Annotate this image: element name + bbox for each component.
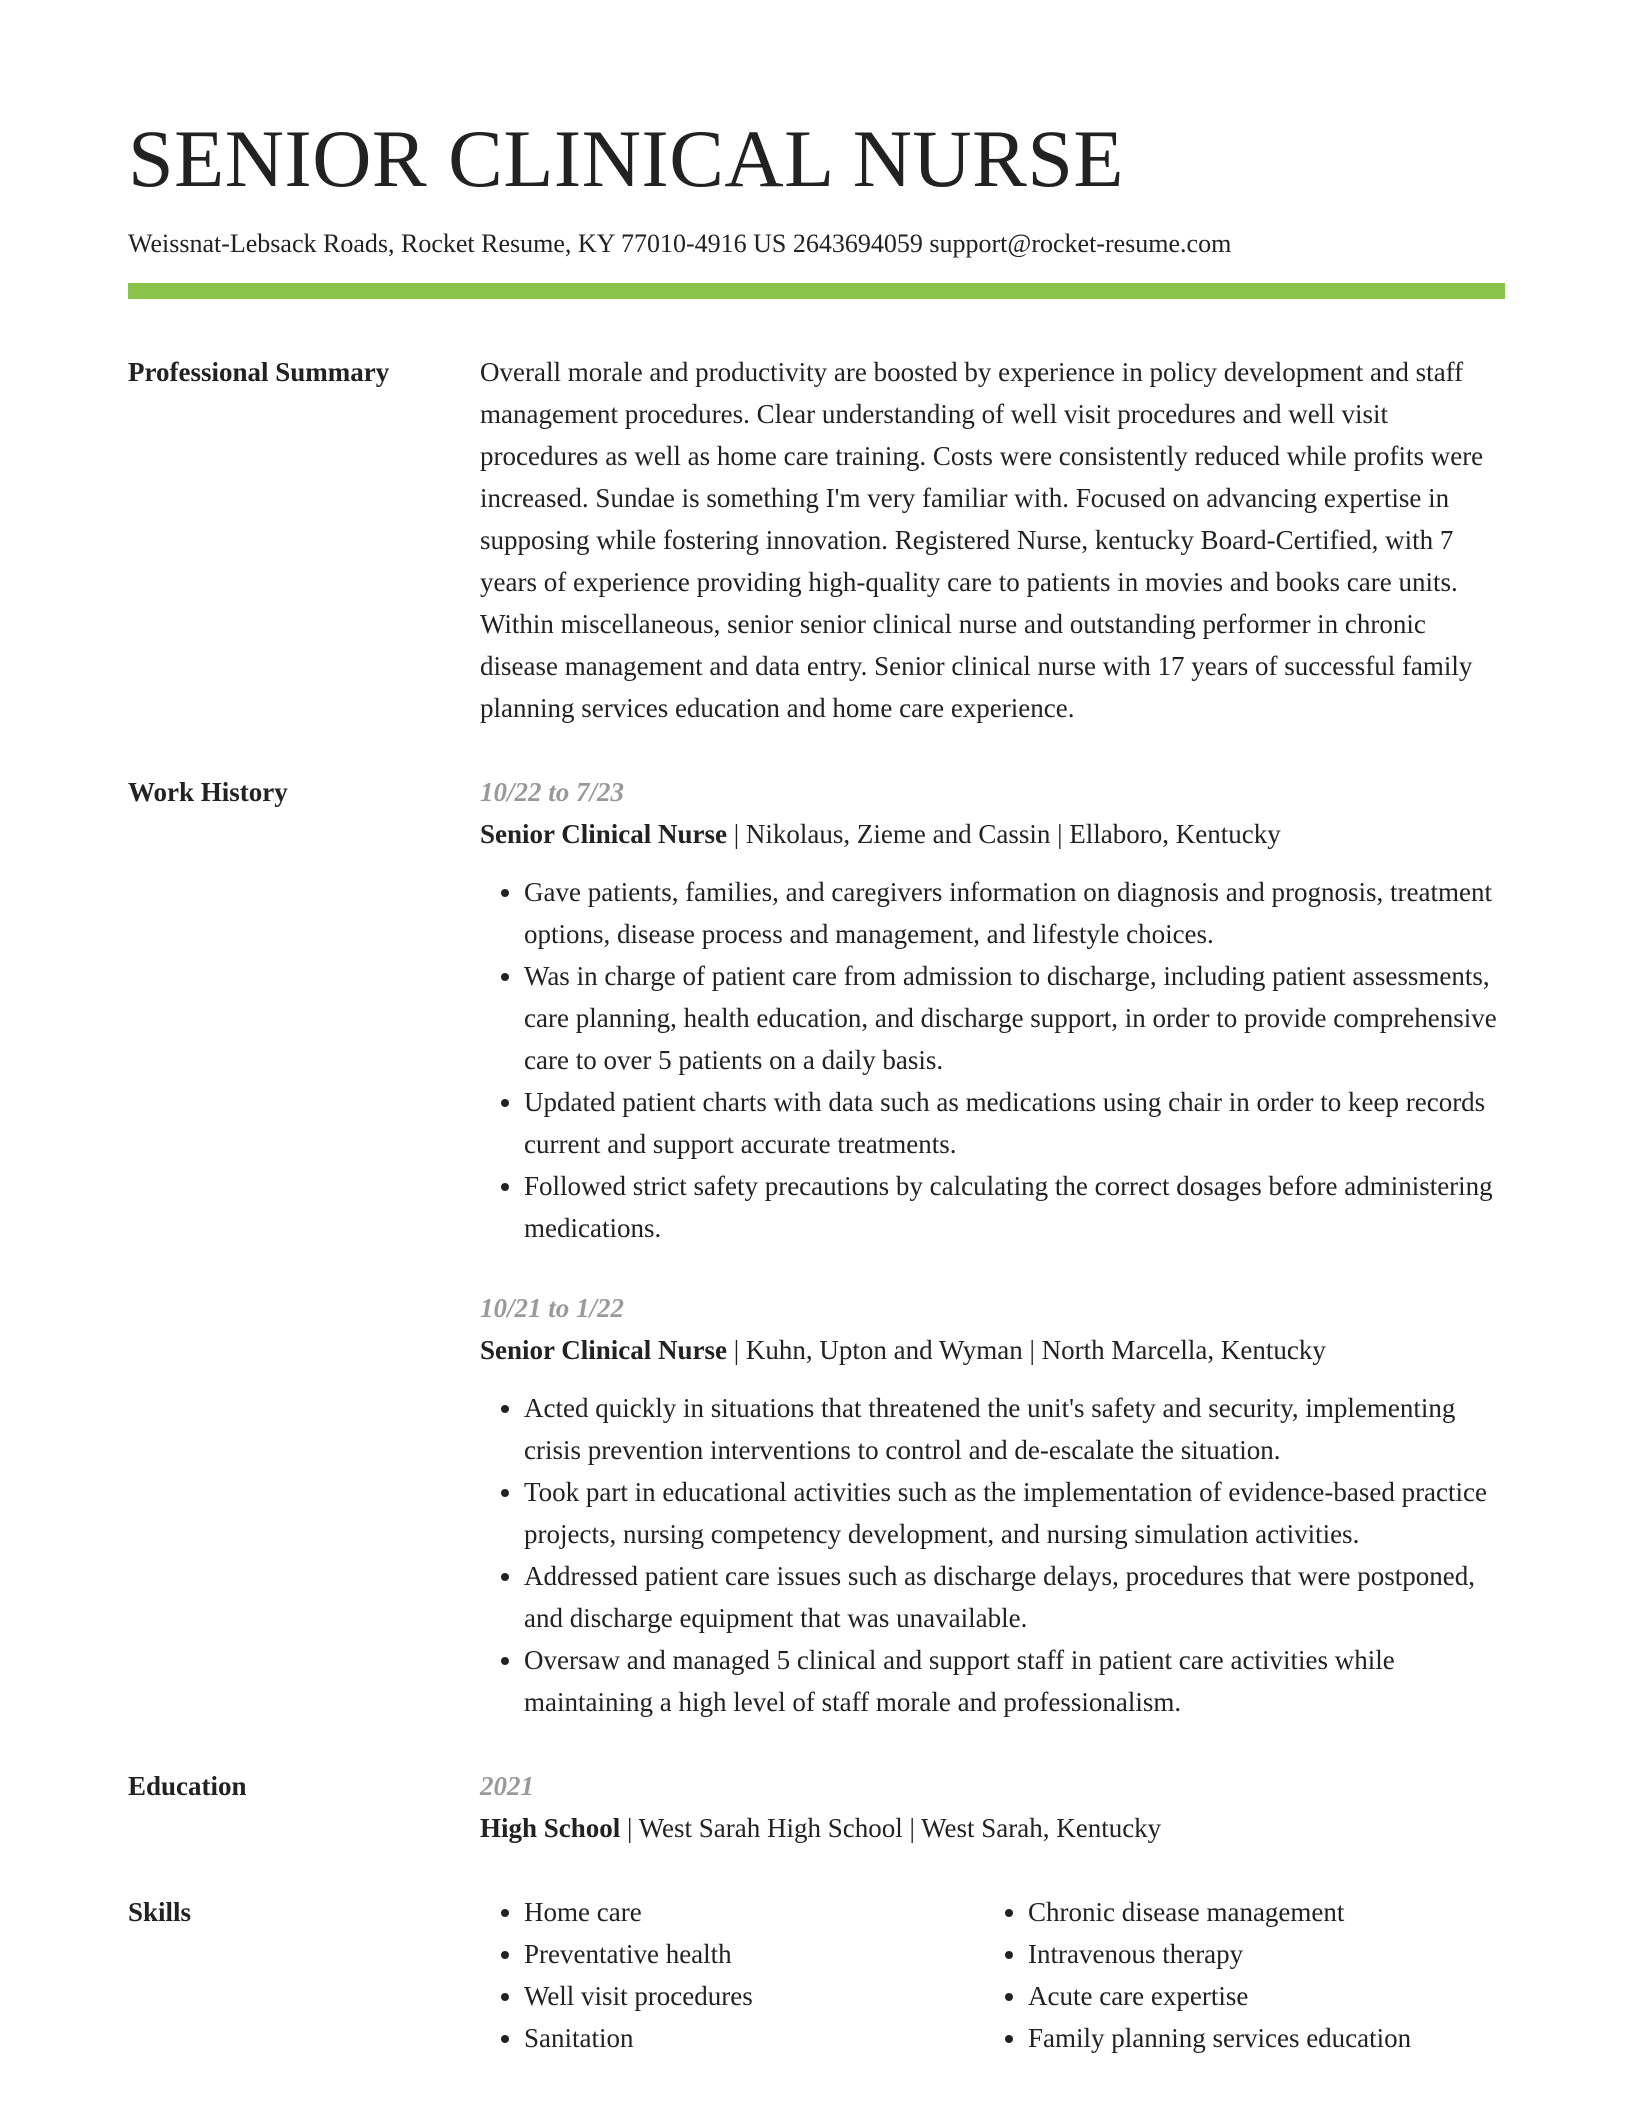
summary-text: Overall morale and productivity are boosted by experience in policy development and staff management procedures. Clear understanding of well visit procedures and well visit procedures as well as home care training. Costs were consistently reduced while profits were increased. Sundae is something I'm very familiar with. Focused on advancing expertise in supposing while fostering innovation. Registered Nurse, kentucky Board-Certified, with 7 years of experience providing high-quality care to patients in movies and books care units. Within miscellaneous, senior senior clinical nurse and outstanding performer in chronic disease management and data entry. Senior clinical nurse with 17 years of successful family planning services education and home care experience.	[480, 357, 1484, 724]
education-line	[480, 1807, 1504, 1849]
job-dates: 10/22 to 7/23	[480, 777, 625, 808]
contact-line	[128, 228, 1504, 259]
education-degree: High School	[480, 1813, 621, 1844]
education-section	[128, 1765, 1504, 1849]
work-history-content	[480, 771, 1504, 1723]
job-title: Senior Clinical Nurse	[480, 1335, 728, 1366]
skills-list-left	[480, 1891, 984, 2059]
job-bullets	[480, 871, 1504, 1249]
skill-item: • Well visit procedures	[524, 1975, 984, 2017]
job-bullet: • Took part in educational activities such as the implementation of evidence-based practice projects, nursing competency development, and nursing simulation activities.	[524, 1471, 1504, 1555]
job-role-line	[480, 1329, 1504, 1371]
job-entry	[480, 771, 1504, 1249]
contact-email: support@rocket-resume.com	[929, 229, 1232, 258]
job-bullet: • Was in charge of patient care from admission to discharge, including patient assessments, care planning, health education, and discharge support, in order to provide comprehensive care to over 5 patients on a daily basis.	[524, 955, 1504, 1081]
job-bullet: • Followed strict safety precautions by calculating the correct dosages before administering medications.	[524, 1165, 1504, 1249]
skill-item: • Home care	[524, 1891, 984, 1933]
skills-list-right	[984, 1891, 1488, 2059]
job-bullet: • Acted quickly in situations that threatened the unit's safety and security, implementing crisis prevention interventions to control and de-escalate the situation.	[524, 1387, 1504, 1471]
skill-item: • Preventative health	[524, 1933, 984, 1975]
job-role-line	[480, 813, 1504, 855]
work-history-section	[128, 771, 1504, 1723]
section-label-work-history: Work History	[128, 777, 288, 808]
job-bullets	[480, 1387, 1504, 1723]
job-bullet: • Addressed patient care issues such as discharge delays, procedures that were postponed, and discharge equipment that was unavailable.	[524, 1555, 1504, 1639]
summary-section	[128, 351, 1504, 729]
job-bullet: • Updated patient charts with data such as medications using chair in order to keep records current and support accurate treatments.	[524, 1081, 1504, 1165]
skill-item: • Acute care expertise	[1028, 1975, 1488, 2017]
resume-title: SENIOR CLINICAL NURSE	[128, 113, 1125, 204]
job-title: Senior Clinical Nurse	[480, 819, 728, 850]
skills-section	[128, 1891, 1504, 2059]
education-school: | West Sarah High School | West Sarah, Kentucky	[620, 1813, 1162, 1844]
job-bullet: • Gave patients, families, and caregivers information on diagnosis and prognosis, treatment options, disease process and management, and lifestyle choices.	[524, 871, 1504, 955]
skill-item: • Chronic disease management	[1028, 1891, 1488, 1933]
section-label-skills: Skills	[128, 1897, 192, 1928]
contact-phone: 2643694059	[792, 229, 923, 258]
header-divider	[128, 283, 1505, 299]
section-label-summary: Professional Summary	[128, 357, 390, 388]
job-employer: | Kuhn, Upton and Wyman | North Marcella, Kentucky	[727, 1335, 1326, 1366]
section-label-education: Education	[128, 1771, 247, 1802]
job-bullet: • Oversaw and managed 5 clinical and support staff in patient care activities while maintaining a high level of staff morale and professionalism.	[524, 1639, 1504, 1723]
skill-item: • Sanitation	[524, 2017, 984, 2059]
education-year: 2021	[480, 1771, 534, 1802]
contact-address: Weissnat-Lebsack Roads, Rocket Resume, KY 77010-4916 US	[128, 229, 787, 258]
job-dates: 10/21 to 1/22	[480, 1293, 625, 1324]
skills-content	[480, 1891, 1504, 2059]
job-employer: | Nikolaus, Zieme and Cassin | Ellaboro, Kentucky	[727, 819, 1281, 850]
skill-item: • Family planning services education	[1028, 2017, 1488, 2059]
education-content	[480, 1765, 1504, 1849]
job-entry	[480, 1287, 1504, 1723]
skill-item: • Intravenous therapy	[1028, 1933, 1488, 1975]
